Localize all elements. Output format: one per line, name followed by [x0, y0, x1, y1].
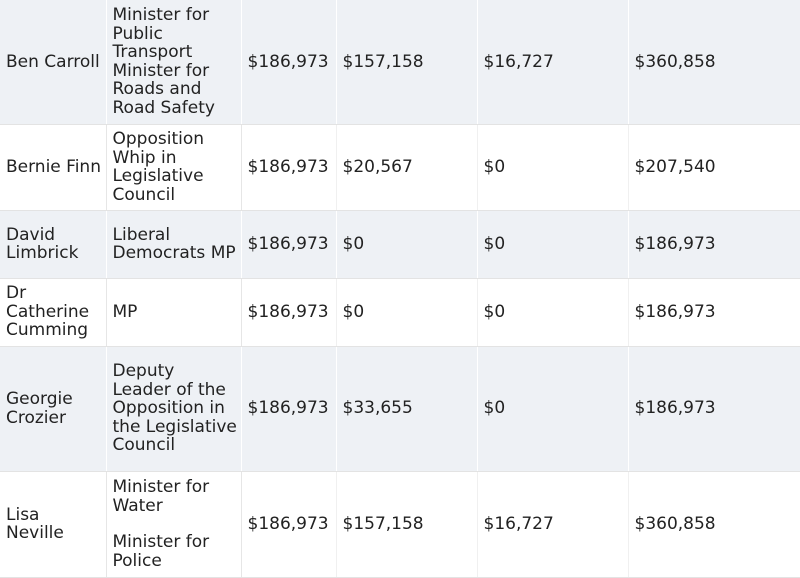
role-line: Minister for Public Transport Minister for Roads and Road Safety [112, 5, 215, 118]
member-role [106, 278, 241, 346]
table-row [0, 210, 800, 278]
member-role [106, 0, 241, 124]
member-role [106, 346, 241, 471]
base-salary: $186,973 [241, 0, 336, 124]
electorate-allowance: $0 [477, 278, 628, 346]
additional-salary: $157,158 [336, 0, 477, 124]
role-line: Liberal Democrats MP [112, 224, 236, 263]
member-name: Dr Catherine Cumming [0, 278, 106, 346]
total-salary: $186,973 [628, 346, 800, 471]
table-row [0, 278, 800, 346]
member-role [106, 124, 241, 210]
base-salary: $186,973 [241, 471, 336, 577]
electorate-allowance: $16,727 [477, 0, 628, 124]
base-salary: $186,973 [241, 210, 336, 278]
member-role [106, 210, 241, 278]
electorate-allowance: $0 [477, 124, 628, 210]
base-salary: $186,973 [241, 124, 336, 210]
table-row [0, 124, 800, 210]
additional-salary: $0 [336, 210, 477, 278]
role-line: Opposition Whip in Legislative Council [112, 129, 205, 205]
member-name: David Limbrick [0, 210, 106, 278]
additional-salary: $157,158 [336, 471, 477, 577]
total-salary: $360,858 [628, 471, 800, 577]
member-role [106, 471, 241, 577]
role-line: Minister for Water [112, 477, 210, 516]
total-salary: $186,973 [628, 278, 800, 346]
member-name: Lisa Neville [0, 471, 106, 577]
base-salary: $186,973 [241, 346, 336, 471]
member-name: Ben Carroll [0, 0, 106, 124]
role-line: Minister for Police [112, 532, 210, 571]
member-name: Georgie Crozier [0, 346, 106, 471]
total-salary: $207,540 [628, 124, 800, 210]
electorate-allowance: $0 [477, 346, 628, 471]
electorate-allowance: $16,727 [477, 471, 628, 577]
table-row [0, 471, 800, 577]
total-salary: $360,858 [628, 0, 800, 124]
additional-salary: $33,655 [336, 346, 477, 471]
member-name: Bernie Finn [0, 124, 106, 210]
additional-salary: $0 [336, 278, 477, 346]
table-row [0, 346, 800, 471]
additional-salary: $20,567 [336, 124, 477, 210]
total-salary: $186,973 [628, 210, 800, 278]
role-line: MP [112, 301, 138, 322]
role-line: Deputy Leader of the Opposition in the Legislative Council [112, 361, 237, 456]
electorate-allowance: $0 [477, 210, 628, 278]
base-salary: $186,973 [241, 278, 336, 346]
table-row [0, 0, 800, 124]
